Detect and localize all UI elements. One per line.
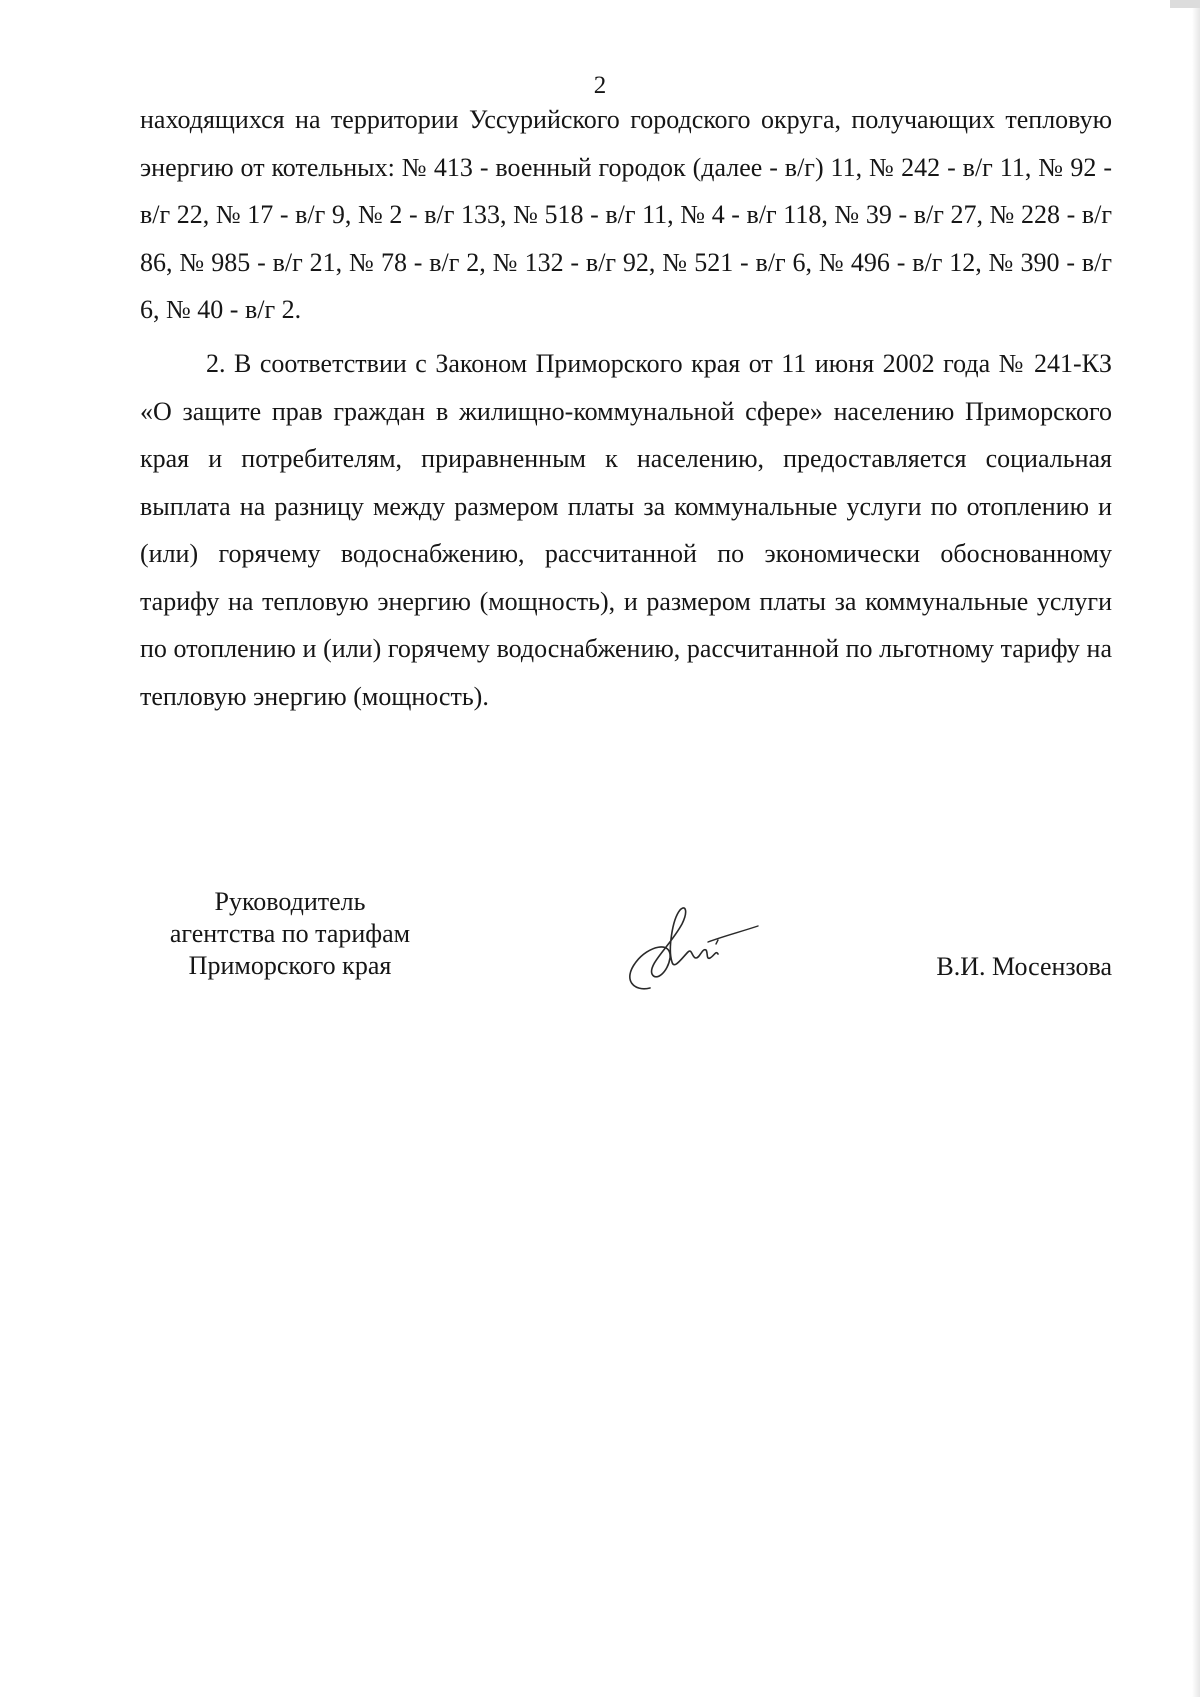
page-number: 2 <box>593 72 607 99</box>
signatory-title <box>140 886 440 982</box>
signatory-title-line-3: Приморского края <box>188 951 392 980</box>
handwritten-signature <box>612 900 762 1000</box>
signatory-title-line-2: агентства по тарифам <box>169 919 411 948</box>
signatory-name: В.И. Мосензова <box>936 952 1112 981</box>
paragraph-2: 2. В соответствии с Законом Приморского края от 11 июня 2002 года № 241-КЗ «О защите прав граждан в жилищно-коммунальной сфере» населению Приморского края и потребителям, приравненным к населению, предоставляется социальная выплата на разницу между размером платы за коммунальные услуги по отоплению и (или) горячему водоснабжению, рассчитанной по экономически обоснованному тарифу на тепловую энергию (мощность), и размером платы за коммунальные услуги по отоплению и (или) горячему водоснабжению, рассчитанной по льготному тарифу на тепловую энергию (мощность). <box>140 349 1112 711</box>
signatory-title-line-1: Руководитель <box>214 887 366 916</box>
paragraph-continuation: находящихся на территории Уссурийского городского округа, получающих тепловую энергию от котельных: № 413 - военный городок (далее - в/г) 11, № 242 - в/г 11, № 92 - в/г 22, № 17 - в/г 9, № 2 - в/г 133, № 518 - в/г 11, № 4 - в/г 118, № 39 - в/г 27, № 228 - в/г 86, № 985 - в/г 21, № 78 - в/г 2, № 132 - в/г 92, № 521 - в/г 6, № 496 - в/г 12, № 390 - в/г 6, № 40 - в/г 2. <box>140 105 1112 324</box>
scan-edge-shadow <box>1192 0 1200 1697</box>
scan-corner-mark <box>1170 0 1200 8</box>
